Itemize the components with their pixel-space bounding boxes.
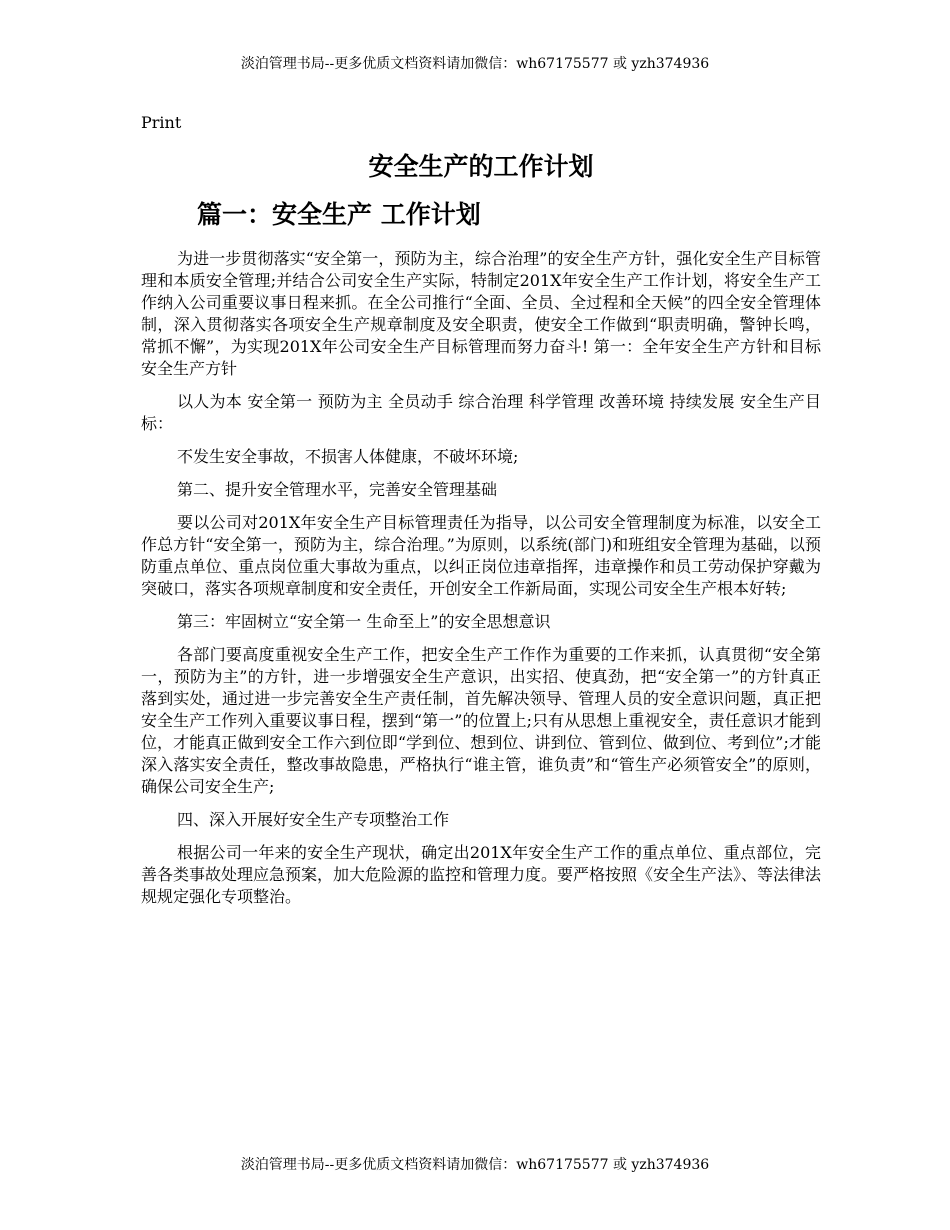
document-title: 安全生产的工作计划 [368, 152, 594, 181]
paragraph-policy: 以人为本 安全第一 预防为主 全员动手 综合治理 科学管理 改善环境 持续发展 安全生产目标： [141, 392, 821, 433]
paragraph-awareness: 各部门要高度重视安全生产工作，把安全生产工作作为重要的工作来抓，认真贯彻“安全第一，预防为主”的方针，进一步增强安全生产意识，出实招、使真劲，把“安全第一”的方针真正落到实处，通过进一步完善安全生产责任制，首先解决领导、管理人员的安全意识问题，真正把安全生产工作列入重要议事日程，摆到“第一”的位置上;只有从思想上重视安全，责任意识才能到位，才能真正做到安全工作六到位即“学到位、想到位、讲到位、管到位、做到位、考到位”;才能深入落实安全责任，整改事故隐患，严格执行“谁主管，谁负责”和“管生产必须管安全”的原则，确保公司安全生产; [141, 645, 821, 796]
paragraph-heading-4: 四、深入开展好安全生产专项整治工作 [177, 810, 450, 829]
document-body [141, 112, 821, 919]
paragraph-heading-3: 第三：牢固树立“安全第一 生命至上”的安全思想意识 [177, 612, 551, 631]
print-label: Print [141, 113, 182, 132]
paragraph-goal: 不发生安全事故，不损害人体健康，不破坏环境; [177, 447, 519, 466]
paragraph-intro: 为进一步贯彻落实“安全第一，预防为主，综合治理”的安全生产方针，强化安全生产目标管理和本质安全管理;并结合公司安全生产实际，特制定201X年安全生产工作计划，将安全生产工作纳入公司重要议事日程来抓。在全公司推行“全面、全员、全过程和全天候”的四全安全管理体制，深入贯彻落实各项安全生产规章制度及安全职责，使安全工作做到“职责明确，警钟长鸣，常抓不懈”，为实现201X年公司安全生产目标管理而努力奋斗! 第一：全年安全生产方针和目标 安全生产方针 [141, 249, 821, 378]
section-title: 篇一：安全生产 工作计划 [197, 200, 481, 229]
paragraph-rectification: 根据公司一年来的安全生产现状，确定出201X年安全生产工作的重点单位、重点部位，完善各类事故处理应急预案，加大危险源的监控和管理力度。要严格按照《安全生产法》、等法律法规规定强化专项整治。 [141, 843, 822, 906]
paragraph-heading-2: 第二、提升安全管理水平，完善安全管理基础 [177, 480, 498, 499]
page-footer: 淡泊管理书局--更多优质文档资料请加微信：wh67175577 或 yzh374936 [240, 1157, 710, 1173]
paragraph-management: 要以公司对201X年安全生产目标管理责任为指导，以公司安全管理制度为标准，以安全工作总方针“安全第一，预防为主，综合治理。”为原则，以系统(部门)和班组安全管理为基础，以预防重点单位、重点岗位重大事故为重点，以纠正岗位违章指挥，违章操作和员工劳动保护穿戴为突破口，落实各项规章制度和安全责任，开创安全工作新局面，实现公司安全生产根本好转; [141, 513, 821, 598]
page-header: 淡泊管理书局--更多优质文档资料请加微信：wh67175577 或 yzh374936 [240, 56, 710, 72]
